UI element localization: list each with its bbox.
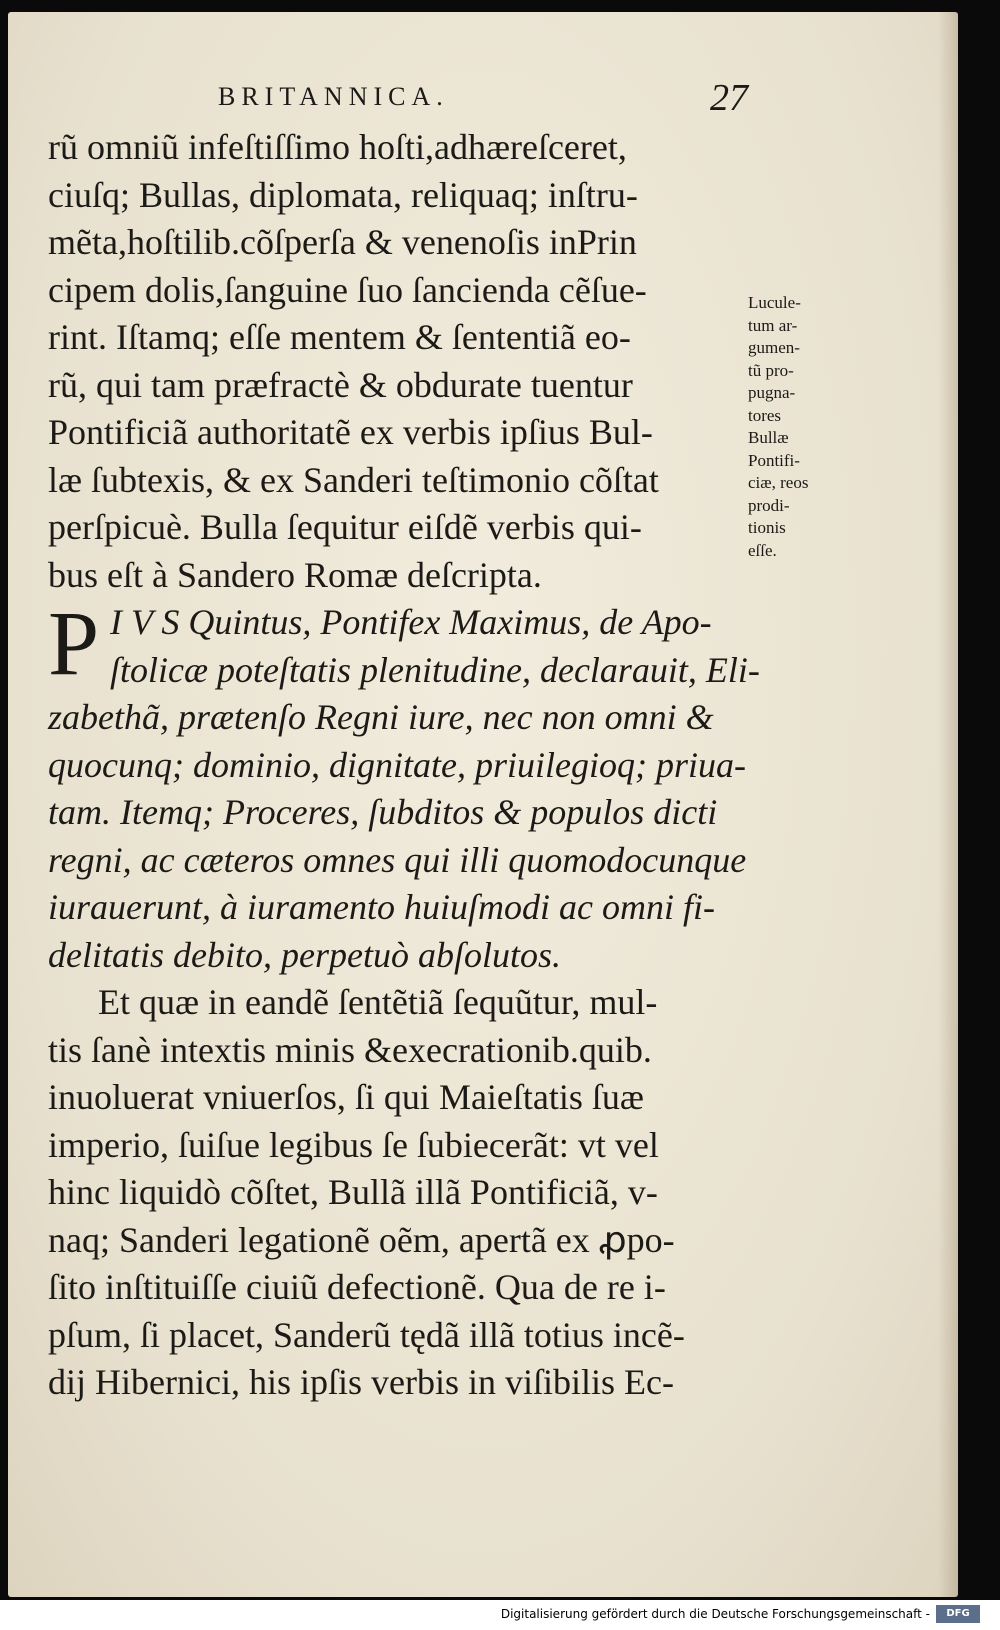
text-line: imperio, ſuiſue legibus ſe ſubiecerãt: vt vel [48,1124,659,1165]
footer-credit: Digitalisierung gefördert durch die Deutsche Forschungsgemeinschaft - [500,1607,930,1621]
margin-line: pugna- [748,383,796,402]
margin-line: Bullæ [748,428,789,447]
dfg-logo: DFG [936,1605,980,1623]
text-line: rint. Iſtamq; eſſe mentem & ſententiã eo- [48,317,631,357]
main-text [48,124,760,1407]
text-line: bus eſt à Sandero Romæ deſcripta. [48,554,542,595]
text-line: regni, ac cæteros omnes qui illi quomodocunque [48,839,747,880]
margin-line: tum ar- [748,315,798,335]
text-line: perſpicuè. Bulla ſequitur eiſdẽ verbis qui- [48,507,642,547]
text-line: pſum, ſi placet, Sanderũ tędã illã totius incẽ- [48,1314,685,1355]
drop-cap: P [48,592,100,694]
text-line: rũ, qui tam præfractè & obdurate tuentur [48,364,633,405]
text-line: læ ſubtexis, & ex Sanderi teſtimonio cõſtat [48,459,659,500]
margin-line: Lucule- [748,293,801,312]
text-line: cipem dolis,ſanguine ſuo ſancienda cẽſue- [48,269,647,310]
text-line: dij Hibernici, his ipſis verbis in viſibilis Ec- [48,1362,674,1402]
text-line: quocunq; dominio, dignitate, priuilegioq; priua- [48,744,746,785]
margin-line: ciæ, reos [748,473,809,492]
running-title: BRITANNICA. [218,82,449,111]
page-number: 27 [710,77,748,119]
text-line: ſtolicæ poteſtatis plenitudine, declarauit, Eli- [110,649,760,690]
marginal-note [748,292,838,562]
text-line: tam. Itemq; Proceres, ſubditos & populos dicti [48,792,718,832]
margin-line: Pontifi- [748,450,800,470]
text-line: tis ſanè intextis minis &execrationib.quib. [48,1029,652,1070]
text-line: inuoluerat vniuerſos, ſi qui Maieſtatis ſuæ [48,1077,644,1117]
margin-line: tũ pro- [748,360,794,380]
text-line: ſito inſtituiſſe ciuiũ defectionẽ. Qua de re i- [48,1267,666,1307]
text-line: mẽta,hoſtilib.cõſperſa & venenoſis inPrin [48,222,637,262]
page-header [218,77,748,119]
text-line: Et quæ in eandẽ ſentẽtiã ſequũtur, mul- [98,982,658,1022]
margin-line: tores [748,405,782,425]
text-line: delitatis debito, perpetuò abſolutos. [48,934,561,975]
digitization-footer [0,1600,1000,1630]
margin-line: tionis [748,518,786,537]
text-line: I V S Quintus, Pontifex Maximus, de Apo- [110,602,712,642]
papal-bull-quotation [48,592,760,979]
margin-line: prodi- [748,495,790,515]
text-line: rũ omniũ infeſtiſſimo hoſti,adhæreſceret, [48,127,627,167]
text-line: naq; Sanderi legationẽ oẽm, apertã ex ꝓpo- [48,1219,675,1260]
text-line: Pontificiã authoritatẽ ex verbis ipſius Bul- [48,412,653,452]
margin-line: gumen- [748,338,800,357]
text-line: iurauerunt, à iuramento huiuſmodi ac omni fi- [48,887,715,927]
margin-line: eſſe. [748,540,777,560]
text-line: ciuſq; Bullas, diplomata, reliquaq; inſtru- [48,174,638,215]
text-line: zabethã, prætenſo Regni iure, nec non omni & [48,697,714,737]
book-page [8,12,958,1597]
text-line: hinc liquidò cõſtet, Bullã illã Pontificiã, v- [48,1172,658,1212]
